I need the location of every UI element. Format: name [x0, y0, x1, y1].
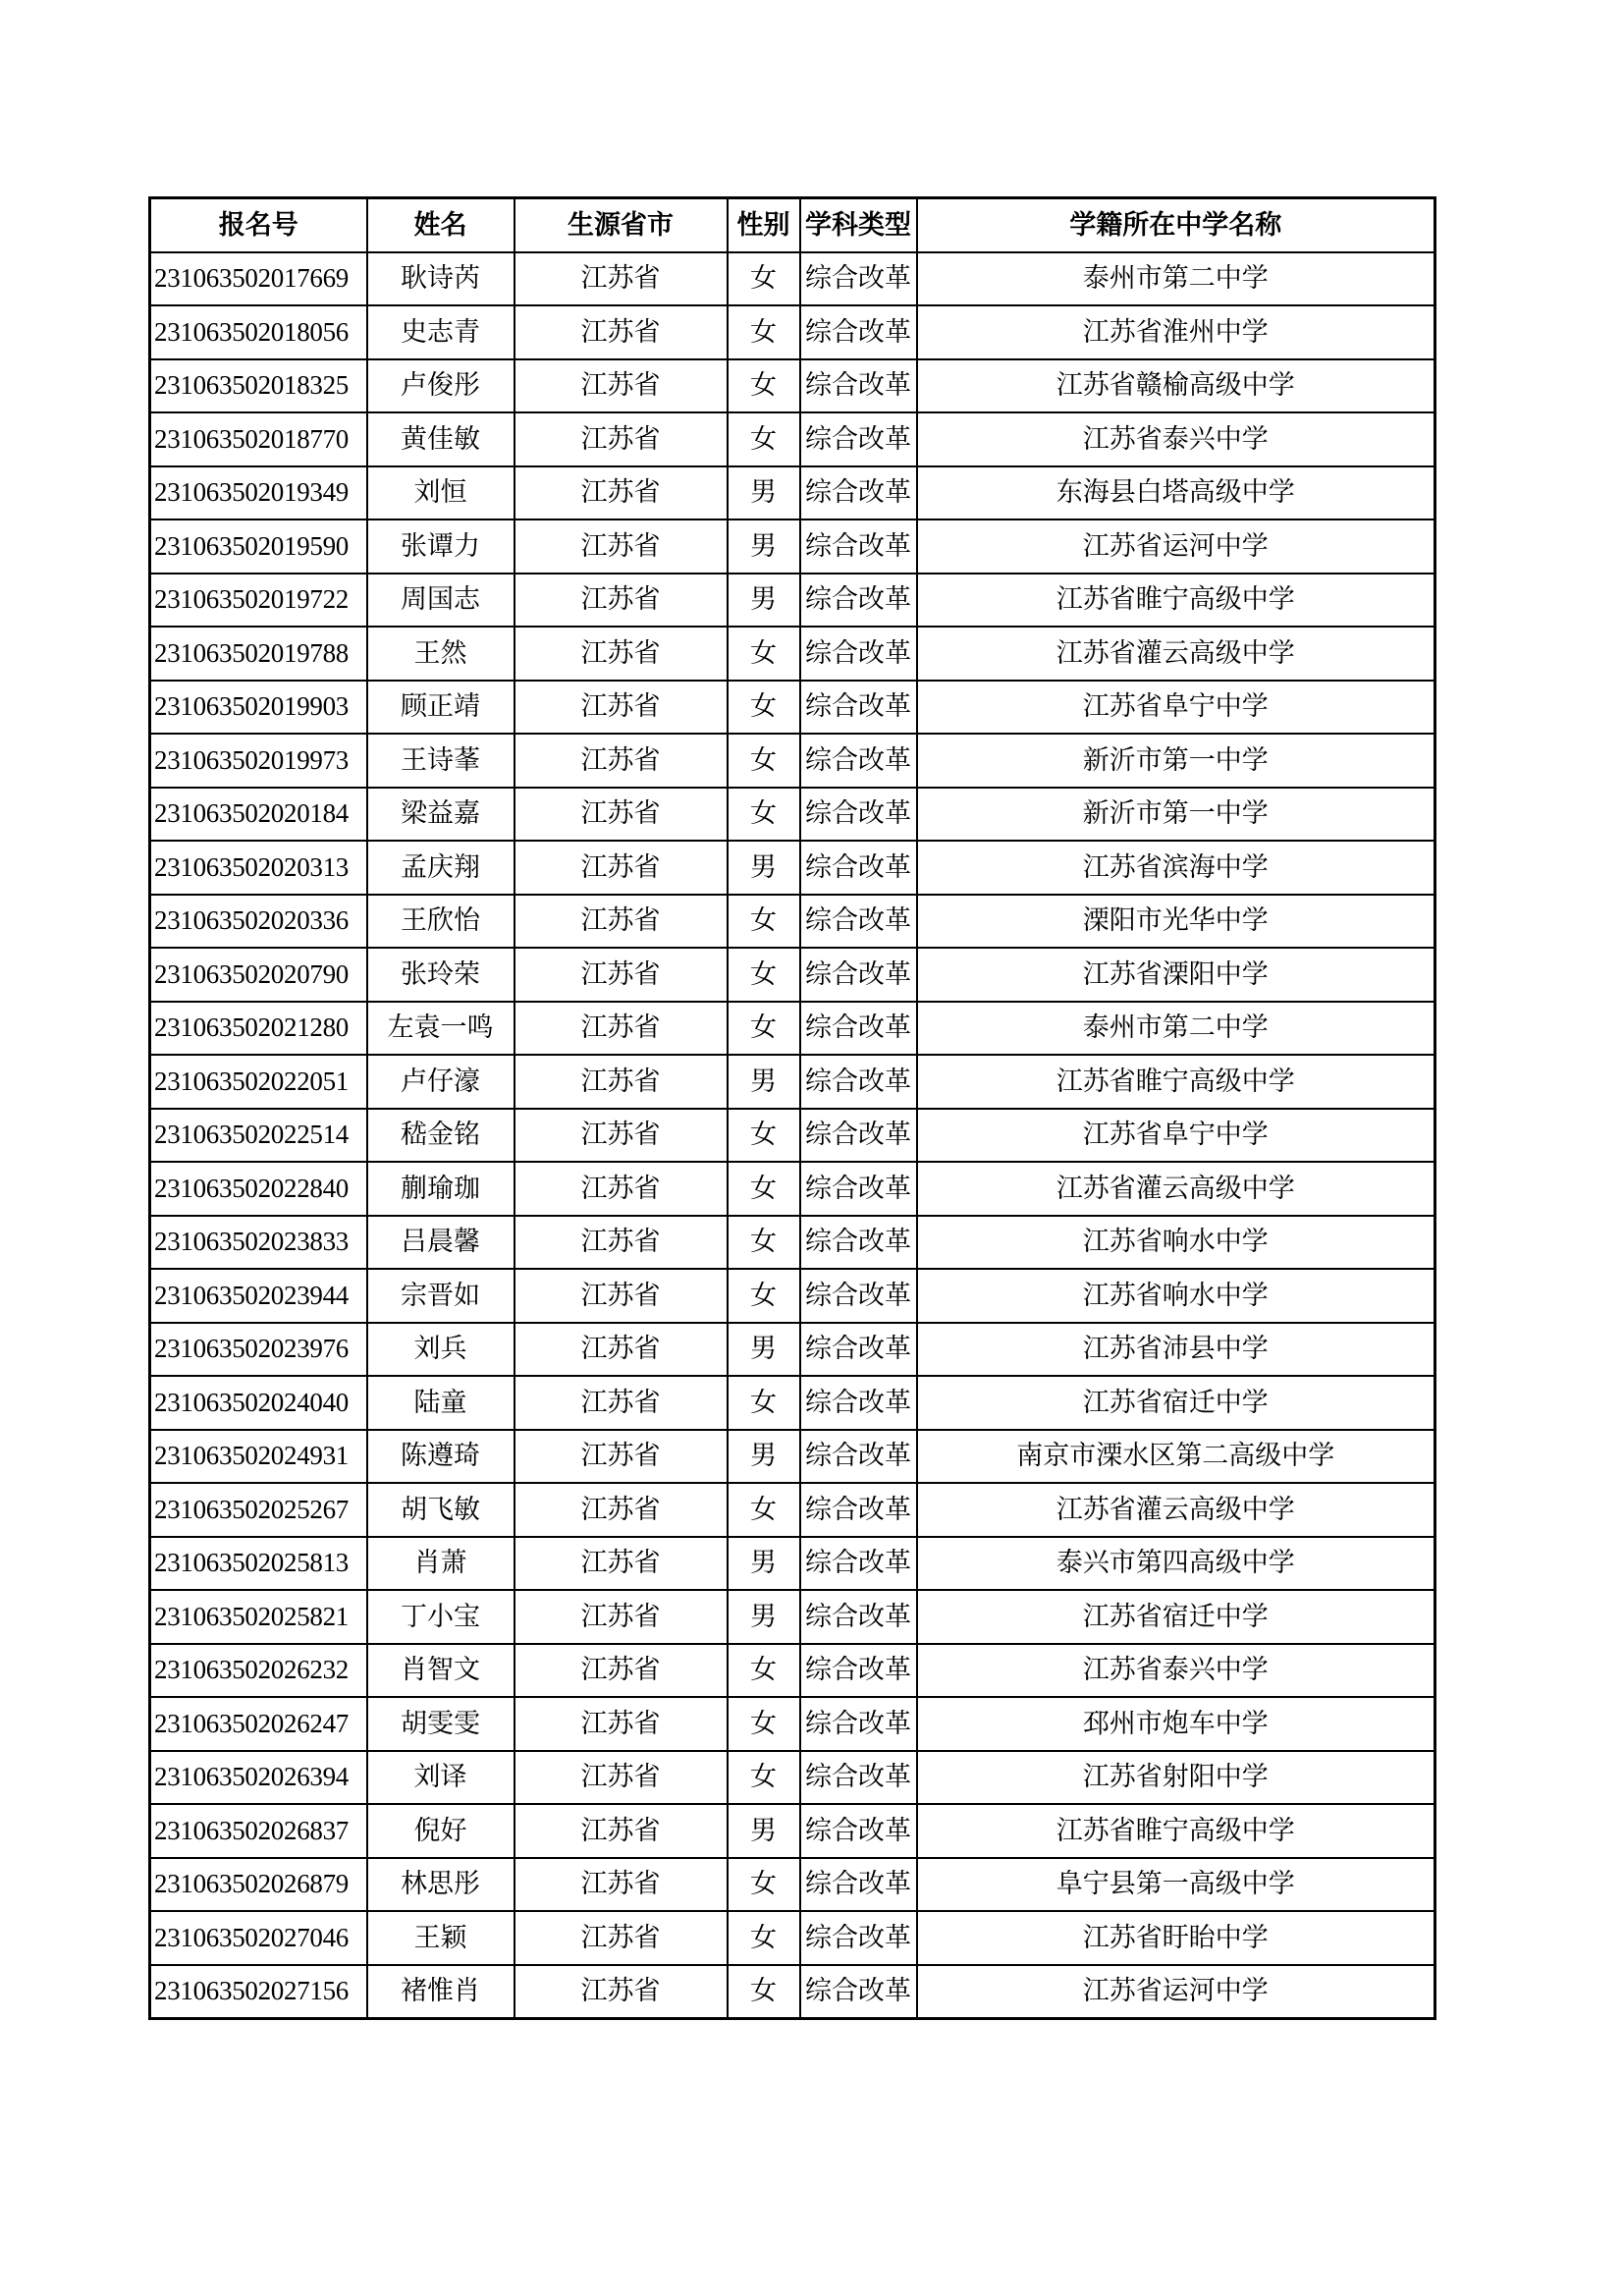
name-cell: 张玲荣: [367, 948, 514, 1002]
name-cell: 王颖: [367, 1911, 514, 1965]
high-school-name-cell: 南京市溧水区第二高级中学: [917, 1430, 1435, 1484]
high-school-name-cell: 江苏省宿迁中学: [917, 1590, 1435, 1644]
high-school-name-cell: 江苏省运河中学: [917, 1965, 1435, 2019]
high-school-name-cell: 江苏省射阳中学: [917, 1751, 1435, 1805]
name-cell: 胡飞敏: [367, 1483, 514, 1537]
gender-cell: 男: [728, 1055, 800, 1109]
origin-province-cell: 江苏省: [514, 574, 728, 628]
high-school-name-cell: 江苏省溧阳中学: [917, 948, 1435, 1002]
origin-province-cell: 江苏省: [514, 1965, 728, 2019]
high-school-name-cell: 江苏省泰兴中学: [917, 1644, 1435, 1698]
name-cell: 胡雯雯: [367, 1697, 514, 1751]
header-subject-type: 学科类型: [800, 198, 917, 252]
subject-type-cell: 综合改革: [800, 1751, 917, 1805]
gender-cell: 男: [728, 1430, 800, 1484]
origin-province-cell: 江苏省: [514, 895, 728, 949]
origin-province-cell: 江苏省: [514, 734, 728, 788]
high-school-name-cell: 新沂市第一中学: [917, 734, 1435, 788]
registration-number-cell: 231063502019903: [150, 681, 367, 735]
gender-cell: 女: [728, 412, 800, 466]
origin-province-cell: 江苏省: [514, 1002, 728, 1056]
origin-province-cell: 江苏省: [514, 1537, 728, 1591]
header-name: 姓名: [367, 198, 514, 252]
table-row: [150, 1911, 1435, 1965]
table-row: [150, 1537, 1435, 1591]
registration-number-cell: 231063502019788: [150, 627, 367, 681]
name-cell: 黄佳敏: [367, 412, 514, 466]
gender-cell: 女: [728, 252, 800, 306]
registration-number-cell: 231063502026837: [150, 1804, 367, 1858]
origin-province-cell: 江苏省: [514, 1590, 728, 1644]
gender-cell: 女: [728, 948, 800, 1002]
registration-number-cell: 231063502019973: [150, 734, 367, 788]
name-cell: 肖智文: [367, 1644, 514, 1698]
origin-province-cell: 江苏省: [514, 1055, 728, 1109]
header-origin-province: 生源省市: [514, 198, 728, 252]
table-row: [150, 1269, 1435, 1323]
registration-number-cell: 231063502025267: [150, 1483, 367, 1537]
gender-cell: 女: [728, 1483, 800, 1537]
gender-cell: 女: [728, 1965, 800, 2019]
table-row: [150, 627, 1435, 681]
gender-cell: 男: [728, 1323, 800, 1377]
high-school-name-cell: 泰兴市第四高级中学: [917, 1537, 1435, 1591]
origin-province-cell: 江苏省: [514, 841, 728, 895]
gender-cell: 女: [728, 305, 800, 359]
origin-province-cell: 江苏省: [514, 1911, 728, 1965]
name-cell: 张谭力: [367, 519, 514, 574]
subject-type-cell: 综合改革: [800, 359, 917, 413]
table-row: [150, 1376, 1435, 1430]
subject-type-cell: 综合改革: [800, 1109, 917, 1163]
high-school-name-cell: 泰州市第二中学: [917, 1002, 1435, 1056]
origin-province-cell: 江苏省: [514, 305, 728, 359]
subject-type-cell: 综合改革: [800, 1483, 917, 1537]
high-school-name-cell: 江苏省响水中学: [917, 1216, 1435, 1270]
high-school-name-cell: 江苏省响水中学: [917, 1269, 1435, 1323]
gender-cell: 男: [728, 1804, 800, 1858]
table-header-row: [150, 198, 1435, 252]
name-cell: 宗晋如: [367, 1269, 514, 1323]
gender-cell: 女: [728, 1109, 800, 1163]
subject-type-cell: 综合改革: [800, 1002, 917, 1056]
table-row: [150, 1055, 1435, 1109]
subject-type-cell: 综合改革: [800, 1537, 917, 1591]
name-cell: 王诗莑: [367, 734, 514, 788]
gender-cell: 女: [728, 1376, 800, 1430]
registration-number-cell: 231063502022514: [150, 1109, 367, 1163]
origin-province-cell: 江苏省: [514, 1483, 728, 1537]
subject-type-cell: 综合改革: [800, 627, 917, 681]
table-row: [150, 252, 1435, 306]
subject-type-cell: 综合改革: [800, 1858, 917, 1912]
name-cell: 丁小宝: [367, 1590, 514, 1644]
registration-number-cell: 231063502023833: [150, 1216, 367, 1270]
origin-province-cell: 江苏省: [514, 1644, 728, 1698]
origin-province-cell: 江苏省: [514, 948, 728, 1002]
registration-number-cell: 231063502020790: [150, 948, 367, 1002]
header-gender: 性别: [728, 198, 800, 252]
gender-cell: 女: [728, 734, 800, 788]
high-school-name-cell: 邳州市炮车中学: [917, 1697, 1435, 1751]
origin-province-cell: 江苏省: [514, 681, 728, 735]
origin-province-cell: 江苏省: [514, 1376, 728, 1430]
name-cell: 王欣怡: [367, 895, 514, 949]
registration-number-cell: 231063502023976: [150, 1323, 367, 1377]
subject-type-cell: 综合改革: [800, 1323, 917, 1377]
subject-type-cell: 综合改革: [800, 519, 917, 574]
name-cell: 史志青: [367, 305, 514, 359]
gender-cell: 女: [728, 895, 800, 949]
table-row: [150, 788, 1435, 842]
table-row: [150, 948, 1435, 1002]
registration-number-cell: 231063502018770: [150, 412, 367, 466]
name-cell: 卢仔濠: [367, 1055, 514, 1109]
origin-province-cell: 江苏省: [514, 466, 728, 520]
registration-number-cell: 231063502023944: [150, 1269, 367, 1323]
table-row: [150, 519, 1435, 574]
gender-cell: 女: [728, 788, 800, 842]
header-registration-number: 报名号: [150, 198, 367, 252]
origin-province-cell: 江苏省: [514, 359, 728, 413]
subject-type-cell: 综合改革: [800, 252, 917, 306]
table-row: [150, 466, 1435, 520]
origin-province-cell: 江苏省: [514, 627, 728, 681]
registration-number-cell: 231063502019590: [150, 519, 367, 574]
gender-cell: 女: [728, 681, 800, 735]
table-row: [150, 1162, 1435, 1216]
name-cell: 刘译: [367, 1751, 514, 1805]
origin-province-cell: 江苏省: [514, 1269, 728, 1323]
registration-number-cell: 231063502025821: [150, 1590, 367, 1644]
origin-province-cell: 江苏省: [514, 788, 728, 842]
registration-number-cell: 231063502018325: [150, 359, 367, 413]
high-school-name-cell: 江苏省淮州中学: [917, 305, 1435, 359]
registration-number-cell: 231063502020313: [150, 841, 367, 895]
registration-number-cell: 231063502022840: [150, 1162, 367, 1216]
high-school-name-cell: 江苏省灌云高级中学: [917, 1162, 1435, 1216]
gender-cell: 女: [728, 359, 800, 413]
origin-province-cell: 江苏省: [514, 519, 728, 574]
gender-cell: 男: [728, 1590, 800, 1644]
gender-cell: 女: [728, 1162, 800, 1216]
subject-type-cell: 综合改革: [800, 466, 917, 520]
gender-cell: 男: [728, 1537, 800, 1591]
name-cell: 蒯瑜珈: [367, 1162, 514, 1216]
gender-cell: 男: [728, 466, 800, 520]
name-cell: 褚惟肖: [367, 1965, 514, 2019]
subject-type-cell: 综合改革: [800, 412, 917, 466]
origin-province-cell: 江苏省: [514, 1216, 728, 1270]
registration-number-cell: 231063502017669: [150, 252, 367, 306]
origin-province-cell: 江苏省: [514, 1109, 728, 1163]
table-row: [150, 1804, 1435, 1858]
name-cell: 梁益嘉: [367, 788, 514, 842]
table-body: [150, 252, 1435, 2019]
table-row: [150, 1109, 1435, 1163]
high-school-name-cell: 东海县白塔高级中学: [917, 466, 1435, 520]
gender-cell: 男: [728, 519, 800, 574]
table-row: [150, 1965, 1435, 2019]
table-row: [150, 1751, 1435, 1805]
table-row: [150, 681, 1435, 735]
name-cell: 陆童: [367, 1376, 514, 1430]
subject-type-cell: 综合改革: [800, 1644, 917, 1698]
subject-type-cell: 综合改革: [800, 841, 917, 895]
high-school-name-cell: 江苏省运河中学: [917, 519, 1435, 574]
gender-cell: 女: [728, 1751, 800, 1805]
high-school-name-cell: 江苏省滨海中学: [917, 841, 1435, 895]
table-row: [150, 1216, 1435, 1270]
high-school-name-cell: 江苏省沛县中学: [917, 1323, 1435, 1377]
registration-number-cell: 231063502027156: [150, 1965, 367, 2019]
subject-type-cell: 综合改革: [800, 1590, 917, 1644]
high-school-name-cell: 江苏省阜宁中学: [917, 1109, 1435, 1163]
subject-type-cell: 综合改革: [800, 895, 917, 949]
table-row: [150, 895, 1435, 949]
high-school-name-cell: 江苏省赣榆高级中学: [917, 359, 1435, 413]
gender-cell: 男: [728, 841, 800, 895]
origin-province-cell: 江苏省: [514, 1697, 728, 1751]
subject-type-cell: 综合改革: [800, 1965, 917, 2019]
origin-province-cell: 江苏省: [514, 1162, 728, 1216]
table-row: [150, 1430, 1435, 1484]
name-cell: 刘兵: [367, 1323, 514, 1377]
origin-province-cell: 江苏省: [514, 1858, 728, 1912]
table-row: [150, 1483, 1435, 1537]
table-row: [150, 359, 1435, 413]
subject-type-cell: 综合改革: [800, 1216, 917, 1270]
subject-type-cell: 综合改革: [800, 734, 917, 788]
high-school-name-cell: 江苏省宿迁中学: [917, 1376, 1435, 1430]
origin-province-cell: 江苏省: [514, 252, 728, 306]
registration-number-cell: 231063502026247: [150, 1697, 367, 1751]
table-row: [150, 574, 1435, 628]
registration-number-cell: 231063502024931: [150, 1430, 367, 1484]
gender-cell: 女: [728, 1644, 800, 1698]
registration-number-cell: 231063502026879: [150, 1858, 367, 1912]
subject-type-cell: 综合改革: [800, 1162, 917, 1216]
origin-province-cell: 江苏省: [514, 412, 728, 466]
origin-province-cell: 江苏省: [514, 1804, 728, 1858]
high-school-name-cell: 江苏省睢宁高级中学: [917, 1055, 1435, 1109]
table-row: [150, 1323, 1435, 1377]
high-school-name-cell: 江苏省睢宁高级中学: [917, 1804, 1435, 1858]
table-row: [150, 1002, 1435, 1056]
subject-type-cell: 综合改革: [800, 574, 917, 628]
table-row: [150, 305, 1435, 359]
gender-cell: 女: [728, 1911, 800, 1965]
gender-cell: 男: [728, 574, 800, 628]
gender-cell: 女: [728, 1216, 800, 1270]
high-school-name-cell: 阜宁县第一高级中学: [917, 1858, 1435, 1912]
name-cell: 肖萧: [367, 1537, 514, 1591]
registration-number-cell: 231063502027046: [150, 1911, 367, 1965]
registration-number-cell: 231063502020336: [150, 895, 367, 949]
gender-cell: 女: [728, 1858, 800, 1912]
subject-type-cell: 综合改革: [800, 1269, 917, 1323]
name-cell: 孟庆翔: [367, 841, 514, 895]
gender-cell: 女: [728, 1697, 800, 1751]
table-row: [150, 1644, 1435, 1698]
high-school-name-cell: 江苏省阜宁中学: [917, 681, 1435, 735]
subject-type-cell: 综合改革: [800, 1697, 917, 1751]
registration-number-cell: 231063502019722: [150, 574, 367, 628]
name-cell: 倪好: [367, 1804, 514, 1858]
subject-type-cell: 综合改革: [800, 1430, 917, 1484]
name-cell: 陈遵琦: [367, 1430, 514, 1484]
registration-number-cell: 231063502020184: [150, 788, 367, 842]
gender-cell: 女: [728, 1269, 800, 1323]
table-row: [150, 841, 1435, 895]
registration-number-cell: 231063502025813: [150, 1537, 367, 1591]
header-high-school-name: 学籍所在中学名称: [917, 198, 1435, 252]
origin-province-cell: 江苏省: [514, 1323, 728, 1377]
table-row: [150, 1697, 1435, 1751]
registration-number-cell: 231063502026232: [150, 1644, 367, 1698]
high-school-name-cell: 江苏省泰兴中学: [917, 412, 1435, 466]
high-school-name-cell: 江苏省灌云高级中学: [917, 627, 1435, 681]
high-school-name-cell: 泰州市第二中学: [917, 252, 1435, 306]
subject-type-cell: 综合改革: [800, 788, 917, 842]
origin-province-cell: 江苏省: [514, 1751, 728, 1805]
admission-list-table: [148, 196, 1436, 2020]
registration-number-cell: 231063502024040: [150, 1376, 367, 1430]
high-school-name-cell: 新沂市第一中学: [917, 788, 1435, 842]
high-school-name-cell: 江苏省睢宁高级中学: [917, 574, 1435, 628]
table-row: [150, 1590, 1435, 1644]
name-cell: 左袁一鸣: [367, 1002, 514, 1056]
name-cell: 吕晨馨: [367, 1216, 514, 1270]
subject-type-cell: 综合改革: [800, 305, 917, 359]
name-cell: 林思彤: [367, 1858, 514, 1912]
subject-type-cell: 综合改革: [800, 1804, 917, 1858]
high-school-name-cell: 江苏省灌云高级中学: [917, 1483, 1435, 1537]
registration-number-cell: 231063502026394: [150, 1751, 367, 1805]
gender-cell: 女: [728, 1002, 800, 1056]
name-cell: 刘恒: [367, 466, 514, 520]
high-school-name-cell: 溧阳市光华中学: [917, 895, 1435, 949]
name-cell: 耿诗芮: [367, 252, 514, 306]
subject-type-cell: 综合改革: [800, 1055, 917, 1109]
high-school-name-cell: 江苏省盱眙中学: [917, 1911, 1435, 1965]
name-cell: 王然: [367, 627, 514, 681]
registration-number-cell: 231063502021280: [150, 1002, 367, 1056]
table-row: [150, 1858, 1435, 1912]
registration-number-cell: 231063502022051: [150, 1055, 367, 1109]
name-cell: 卢俊彤: [367, 359, 514, 413]
gender-cell: 女: [728, 627, 800, 681]
registration-number-cell: 231063502019349: [150, 466, 367, 520]
subject-type-cell: 综合改革: [800, 681, 917, 735]
name-cell: 顾正靖: [367, 681, 514, 735]
name-cell: 嵇金铭: [367, 1109, 514, 1163]
name-cell: 周国志: [367, 574, 514, 628]
origin-province-cell: 江苏省: [514, 1430, 728, 1484]
table-row: [150, 412, 1435, 466]
subject-type-cell: 综合改革: [800, 1376, 917, 1430]
registration-number-cell: 231063502018056: [150, 305, 367, 359]
table-row: [150, 734, 1435, 788]
subject-type-cell: 综合改革: [800, 1911, 917, 1965]
subject-type-cell: 综合改革: [800, 948, 917, 1002]
